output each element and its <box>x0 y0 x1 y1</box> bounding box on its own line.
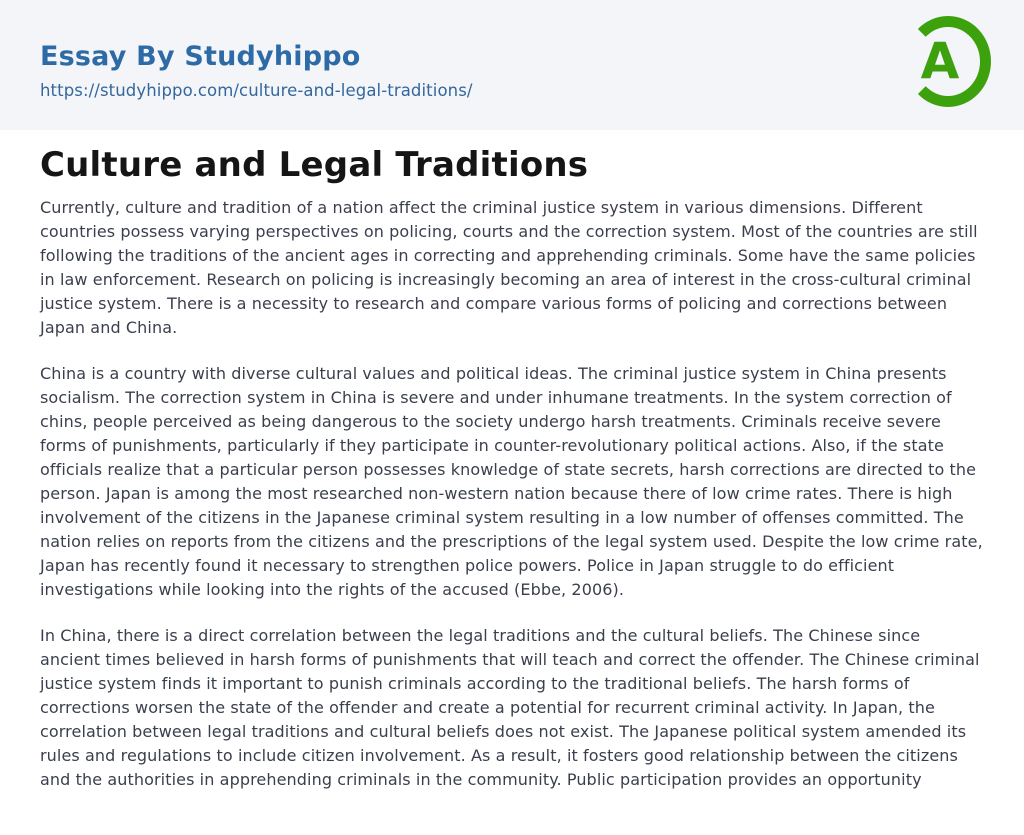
essay-title: Culture and Legal Traditions <box>40 145 589 185</box>
studyhippo-logo <box>905 16 991 107</box>
essay-body <box>40 196 984 792</box>
logo-letter-a: A <box>920 32 960 90</box>
page-url-link[interactable]: https://studyhippo.com/culture-and-legal-traditions/ <box>40 81 473 100</box>
site-title: Essay By Studyhippo <box>40 41 361 72</box>
page-header <box>0 0 1024 130</box>
essay-paragraph: Currently, culture and tradition of a nation affect the criminal justice system in various dimensions. Different countries possess varying perspectives on policing, courts and the correction system. Most of the countries are still following the traditions of the ancient ages in correcting and apprehending criminals. Some have the same policies in law enforcement. Research on policing is increasingly becoming an area of interest in the cross-cultural criminal justice system. There is a necessity to research and compare various forms of policing and corrections between Japan and China. <box>40 198 978 337</box>
essay-content <box>0 130 1024 792</box>
essay-paragraph: China is a country with diverse cultural values and political ideas. The criminal justice system in China presents socialism. The correction system in China is severe and under inhumane treatments. In the system correction of chins, people perceived as being dangerous to the society undergo harsh treatments. Criminals receive severe forms of punishments, particularly if they participate in counter-revolutionary political actions. Also, if the state officials realize that a particular person possesses knowledge of state secrets, harsh corrections are directed to the person. Japan is among the most researched non-western nation because there of low crime rates. There is high involvement of the citizens in the Japanese criminal system resulting in a low number of offenses committed. The nation relies on reports from the citizens and the prescriptions of the legal system used. Despite the low crime rate, Japan has recently found it necessary to strengthen police powers. Police in Japan struggle to do efficient investigations while looking into the rights of the accused (Ebbe, 2006). <box>40 364 983 599</box>
essay-paragraph: In China, there is a direct correlation between the legal traditions and the cultural beliefs. The Chinese since ancient times believed in harsh forms of punishments that will teach and correct the offender. The Chinese criminal justice system finds it important to punish criminals according to the traditional beliefs. The harsh forms of corrections worsen the state of the offender and create a potential for recurrent criminal activity. In Japan, the correlation between legal traditions and cultural beliefs does not exist. The Japanese political system amended its rules and regulations to include citizen involvement. As a result, it fosters good relationship between the citizens and the authorities in apprehending criminals in the community. Public participation provides an opportunity <box>40 626 980 789</box>
